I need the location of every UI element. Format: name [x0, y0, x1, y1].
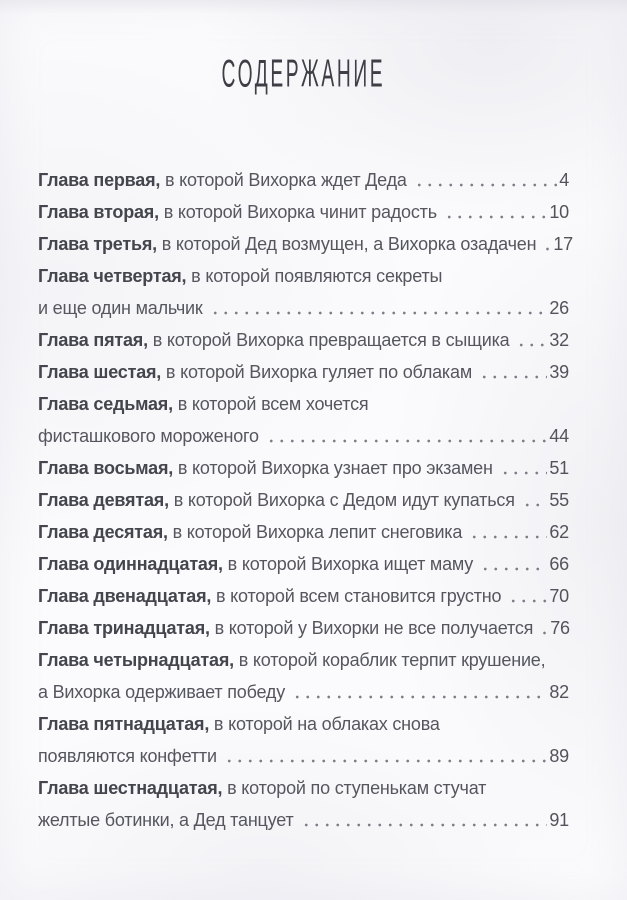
chapter-label: Глава седьмая,	[38, 394, 173, 414]
page-number: 76	[550, 618, 570, 638]
toc-entry-continuation	[38, 292, 569, 324]
chapter-text: Глава вторая, в которой Вихорка чинит радость	[38, 202, 437, 222]
chapter-label: Глава десятая,	[38, 522, 168, 542]
page-title-wrap	[38, 52, 569, 94]
toc-entry-line	[38, 388, 569, 420]
chapter-text: Глава четырнадцатая, в которой кораблик терпит крушение,	[38, 650, 546, 670]
dot-leader	[520, 484, 548, 516]
chapter-label: Глава одиннадцатая,	[38, 554, 223, 574]
dot-leader	[412, 164, 557, 196]
page-number: 44	[549, 426, 569, 446]
chapter-text: Глава пятая, в которой Вихорка превращается в сыщика	[38, 330, 510, 350]
page-number: 91	[549, 810, 569, 830]
toc-entry-line	[38, 452, 569, 484]
page-number: 89	[549, 746, 569, 766]
toc-entry-line	[38, 356, 569, 388]
chapter-label: Глава девятая,	[38, 490, 169, 510]
chapter-text-continuation: желтые ботинки, а Дед танцует	[38, 810, 294, 830]
page-number: 66	[549, 554, 569, 574]
chapter-text-continuation: фисташкового мороженого	[38, 426, 259, 446]
chapter-label: Глава восьмая,	[38, 458, 174, 478]
dot-leader	[442, 196, 547, 228]
toc-entry-line	[38, 580, 569, 612]
page-number: 82	[549, 682, 569, 702]
dot-leader	[478, 548, 547, 580]
chapter-text: Глава седьмая, в которой всем хочется	[38, 394, 369, 414]
chapter-text-continuation: а Вихорка одерживает победу	[38, 682, 286, 702]
page-number: 32	[549, 330, 569, 350]
dot-leader	[467, 516, 547, 548]
toc-entry-continuation	[38, 676, 569, 708]
dot-leader	[264, 420, 548, 452]
toc-entry-line	[38, 548, 569, 580]
chapter-text: Глава пятнадцатая, в которой на облаках снова	[38, 714, 440, 734]
dot-leader	[506, 580, 547, 612]
chapter-text: Глава третья, в которой Дед возмущен, а Вихорка озадачен	[38, 234, 537, 254]
chapter-label: Глава шестнадцатая,	[38, 778, 223, 798]
chapter-label: Глава двенадцатая,	[38, 586, 212, 606]
chapter-text: Глава восьмая, в которой Вихорка узнает про экзамен	[38, 458, 493, 478]
dot-leader	[498, 452, 548, 484]
dot-leader	[222, 740, 548, 772]
chapter-label: Глава пятнадцатая,	[38, 714, 210, 734]
toc-list	[38, 164, 573, 836]
page-number: 39	[549, 362, 569, 382]
page-number: 10	[549, 202, 569, 222]
dot-leader	[208, 292, 548, 324]
chapter-text: Глава шестая, в которой Вихорка гуляет по облакам	[38, 362, 472, 382]
chapter-text: Глава тринадцатая, в которой у Вихорки не все получается	[38, 618, 534, 638]
toc-entry-line	[38, 324, 569, 356]
page-number: 4	[559, 170, 569, 190]
toc-entry-line	[38, 644, 569, 676]
chapter-label: Глава пятая,	[38, 330, 148, 350]
toc-entry-continuation	[38, 740, 569, 772]
dot-leader	[538, 612, 548, 644]
toc-entry-line	[38, 484, 569, 516]
toc-entry-line	[38, 228, 573, 260]
dot-leader	[290, 676, 547, 708]
chapter-label: Глава вторая,	[38, 202, 159, 222]
chapter-label: Глава четвертая,	[38, 266, 187, 286]
toc-entry-line	[38, 516, 569, 548]
toc-entry-line	[38, 772, 569, 804]
toc-entry-continuation	[38, 804, 569, 836]
page-number: 26	[549, 298, 569, 318]
chapter-text: Глава девятая, в которой Вихорка с Дедом идут купаться	[38, 490, 515, 510]
dot-leader	[299, 804, 548, 836]
page-title: СОДЕРЖАНИЕ	[221, 52, 386, 95]
page-number: 17	[553, 234, 573, 254]
chapter-text-continuation: появляются конфетти	[38, 746, 217, 766]
chapter-label: Глава четырнадцатая,	[38, 650, 234, 670]
toc-entry-line	[38, 612, 569, 644]
chapter-label: Глава шестая,	[38, 362, 162, 382]
toc-entry-continuation	[38, 420, 569, 452]
chapter-text: Глава первая, в которой Вихорка ждет Деда	[38, 170, 407, 190]
toc-entry-line	[38, 708, 569, 740]
chapter-label: Глава третья,	[38, 234, 157, 254]
chapter-text-continuation: и еще один мальчик	[38, 298, 203, 318]
page-number: 55	[549, 490, 569, 510]
chapter-text: Глава двенадцатая, в которой всем становится грустно	[38, 586, 502, 606]
dot-leader	[541, 228, 551, 260]
chapter-text: Глава четвертая, в которой появляются секреты	[38, 266, 443, 286]
chapter-text: Глава шестнадцатая, в которой по ступенькам стучат	[38, 778, 487, 798]
dot-leader	[514, 324, 547, 356]
toc-entry-line	[38, 196, 569, 228]
page-number: 70	[549, 586, 569, 606]
chapter-text: Глава десятая, в которой Вихорка лепит снеговика	[38, 522, 463, 542]
page-number: 62	[549, 522, 569, 542]
chapter-text: Глава одиннадцатая, в которой Вихорка ищет маму	[38, 554, 474, 574]
toc-entry-line	[38, 164, 569, 196]
dot-leader	[477, 356, 547, 388]
page-number: 51	[549, 458, 569, 478]
chapter-label: Глава тринадцатая,	[38, 618, 210, 638]
chapter-label: Глава первая,	[38, 170, 161, 190]
toc-entry-line	[38, 260, 569, 292]
